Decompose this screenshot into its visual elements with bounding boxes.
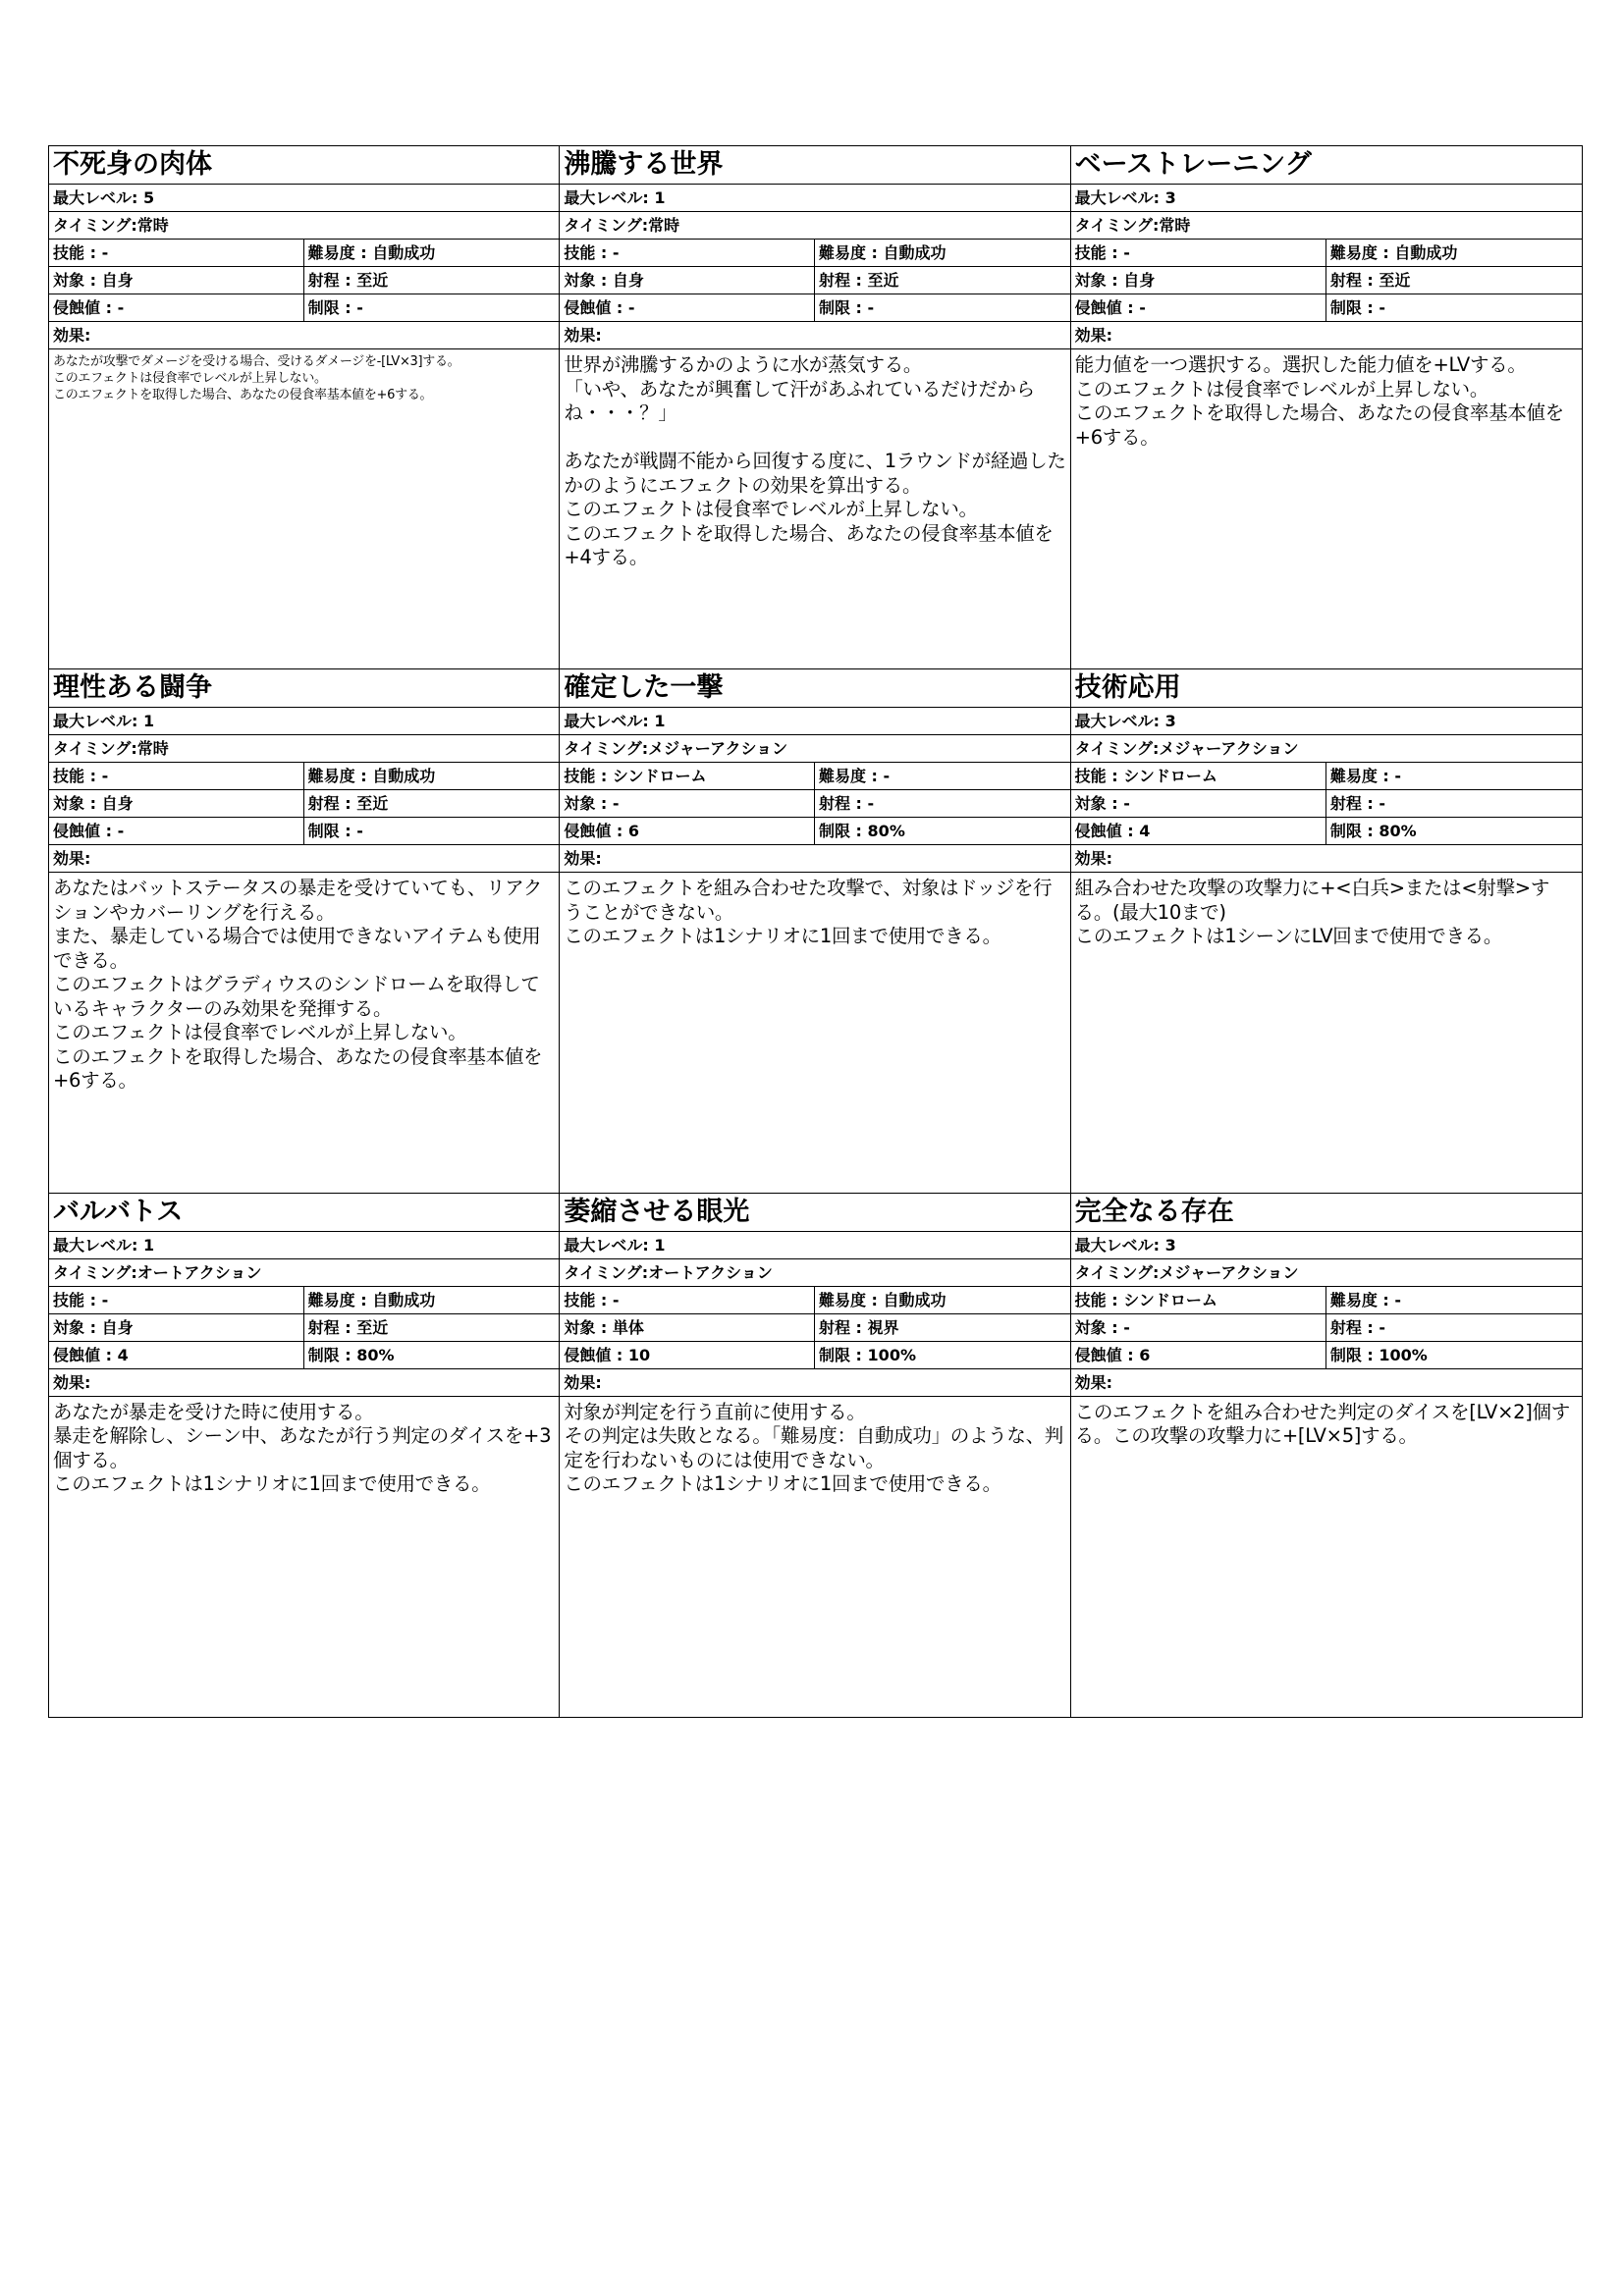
target-range-row — [1071, 267, 1582, 294]
effect-text: このエフェクトを組み合わせた攻撃で、対象はドッジを行うことができない。 このエフェクトは1シナリオに1回まで使用できる。 — [564, 877, 1053, 948]
skill-difficulty-row — [560, 240, 1069, 267]
effect-label: 効果: — [1074, 849, 1113, 869]
timing-value: メジャーアクション — [1159, 1262, 1299, 1282]
range-label: 射程 : — [307, 271, 352, 290]
timing-value: オートアクション — [648, 1262, 773, 1282]
skill-value: シンドローム — [1123, 1290, 1217, 1309]
max-level-value: 1 — [654, 1235, 666, 1255]
difficulty-value: 自動成功 — [372, 1290, 436, 1309]
skill-value: - — [101, 767, 109, 786]
effect-label: 効果: — [1074, 326, 1113, 345]
skill-difficulty-row — [560, 763, 1069, 790]
effect-label: 効果: — [53, 1372, 91, 1392]
limit-value: 80% — [356, 1345, 395, 1364]
target-label: 対象 : — [564, 1317, 608, 1337]
effect-name: 完全なる存在 — [1071, 1194, 1582, 1232]
skill-difficulty-row — [49, 763, 559, 790]
erosion-label: 侵蝕値 : — [53, 1345, 112, 1364]
erosion-value: 10 — [627, 1345, 651, 1364]
target-value: 単体 — [612, 1317, 644, 1337]
erosion-limit-row — [1071, 1342, 1582, 1369]
effect-card — [1071, 146, 1582, 669]
target-range-row — [49, 1314, 559, 1342]
erosion-limit-row — [560, 294, 1069, 322]
effect-header-row — [1071, 1369, 1582, 1397]
limit-label: 制限 : — [307, 298, 352, 317]
timing-value: 常時 — [1159, 216, 1191, 235]
effect-label: 効果: — [53, 326, 91, 345]
max-level-value: 1 — [142, 712, 155, 731]
timing-row — [1071, 212, 1582, 240]
effect-card — [1071, 669, 1582, 1193]
effect-name: 不死身の肉体 — [49, 146, 559, 185]
skill-difficulty-row — [49, 1287, 559, 1314]
target-label: 対象 : — [1074, 1317, 1118, 1337]
range-value: - — [1379, 794, 1386, 814]
target-label: 対象 : — [1074, 271, 1118, 290]
effect-text: 能力値を一つ選択する。選択した能力値を+LVする。 このエフェクトは侵食率でレベルが上昇しない。 このエフェクトを取得した場合、あなたの侵食率基本値を+6する。 — [1074, 353, 1564, 449]
max-level-label: 最大レベル: — [53, 1235, 138, 1255]
effect-card — [49, 146, 560, 669]
skill-value: - — [101, 1290, 109, 1309]
range-value: 至近 — [356, 1317, 389, 1337]
limit-label: 制限 : — [818, 1345, 862, 1364]
limit-value: 100% — [1379, 1345, 1428, 1364]
limit-value: - — [356, 298, 363, 317]
max-level-row — [1071, 1232, 1582, 1259]
limit-value: 80% — [1379, 822, 1417, 841]
timing-row — [49, 735, 559, 763]
skill-label: 技能 : — [53, 1290, 96, 1309]
max-level-label: 最大レベル: — [564, 188, 649, 207]
skill-difficulty-row — [1071, 763, 1582, 790]
target-label: 対象 : — [564, 271, 608, 290]
erosion-limit-row — [560, 818, 1069, 845]
skill-label: 技能 : — [1074, 1290, 1118, 1309]
range-label: 射程 : — [307, 1317, 352, 1337]
difficulty-value: 自動成功 — [883, 243, 947, 262]
effect-card — [560, 669, 1070, 1193]
erosion-label: 侵蝕値 : — [564, 1345, 623, 1364]
effect-text: あなたはバットステータスの暴走を受けていても、リアクションやカバーリングを行える。 また、暴走している場合では使用できないアイテムも使用できる。 このエフェクトはグラディウスのシンドロームを取得しているキャラクターのみ効果を発揮する。 このエフェクトは侵食率でレベルが上昇しない。 このエフェクトを取得した場合、あなたの侵食率基本値を+6する。 — [53, 877, 543, 1093]
erosion-label: 侵蝕値 : — [1074, 822, 1134, 841]
erosion-limit-row — [560, 1342, 1069, 1369]
effect-text: 対象が判定を行う直前に使用する。 その判定は失敗となる。「難易度：自動成功」のような、判定を行わないものには使用できない。 このエフェクトは1シナリオに1回まで使用できる。 — [564, 1400, 1063, 1496]
range-label: 射程 : — [1329, 1317, 1374, 1337]
target-value: - — [1123, 794, 1130, 814]
skill-label: 技能 : — [1074, 243, 1118, 262]
max-level-row — [1071, 185, 1582, 212]
timing-value: メジャーアクション — [1159, 739, 1299, 759]
difficulty-value: 自動成功 — [372, 767, 436, 786]
skill-value: - — [612, 1290, 620, 1309]
timing-row — [1071, 1259, 1582, 1287]
skill-label: 技能 : — [564, 767, 608, 786]
timing-label: タイミング: — [564, 216, 649, 235]
target-value: 自身 — [101, 1317, 134, 1337]
erosion-limit-row — [49, 818, 559, 845]
effect-text: 組み合わせた攻撃の攻撃力に+<白兵>または<射撃>する。(最大10まで) このエフェクトは1シーンにLV回まで使用できる。 — [1074, 877, 1550, 948]
skill-value: - — [1123, 243, 1130, 262]
effect-label: 効果: — [564, 1372, 602, 1392]
max-level-value: 1 — [654, 712, 666, 731]
target-value: 自身 — [612, 271, 644, 290]
range-label: 射程 : — [1329, 271, 1374, 290]
effect-header-row — [560, 322, 1069, 349]
erosion-value: - — [627, 298, 635, 317]
max-level-row — [560, 185, 1069, 212]
effect-label: 効果: — [1074, 1372, 1113, 1392]
target-label: 対象 : — [1074, 794, 1118, 814]
target-label: 対象 : — [564, 794, 608, 814]
timing-row — [560, 735, 1069, 763]
target-value: 自身 — [101, 271, 134, 290]
max-level-row — [560, 708, 1069, 735]
timing-value: 常時 — [136, 216, 169, 235]
limit-value: - — [867, 298, 875, 317]
timing-label: タイミング: — [1074, 1262, 1160, 1282]
limit-label: 制限 : — [1329, 822, 1374, 841]
difficulty-value: 自動成功 — [372, 243, 436, 262]
max-level-label: 最大レベル: — [1074, 188, 1161, 207]
max-level-value: 3 — [1164, 712, 1176, 731]
limit-value: - — [356, 822, 363, 841]
erosion-limit-row — [1071, 294, 1582, 322]
difficulty-label: 難易度 : — [818, 1290, 878, 1309]
limit-value: - — [1379, 298, 1386, 317]
limit-value: 80% — [867, 822, 905, 841]
difficulty-value: 自動成功 — [1394, 243, 1458, 262]
target-range-row — [560, 790, 1069, 818]
effect-header-row — [49, 845, 559, 873]
effect-header-row — [49, 322, 559, 349]
skill-label: 技能 : — [564, 243, 608, 262]
timing-label: タイミング: — [564, 1262, 649, 1282]
erosion-value: 6 — [1139, 1345, 1151, 1364]
max-level-value: 1 — [654, 188, 666, 207]
skill-difficulty-row — [560, 1287, 1069, 1314]
max-level-label: 最大レベル: — [53, 188, 138, 207]
erosion-value: 4 — [1139, 822, 1151, 841]
effect-card — [1071, 1194, 1582, 1717]
limit-label: 制限 : — [818, 298, 862, 317]
erosion-value: - — [1139, 298, 1146, 317]
timing-value: 常時 — [136, 739, 169, 759]
effect-header-row — [560, 1369, 1069, 1397]
limit-label: 制限 : — [1329, 1345, 1374, 1364]
effect-header-row — [560, 845, 1069, 873]
max-level-value: 1 — [142, 1235, 155, 1255]
target-label: 対象 : — [53, 1317, 96, 1337]
target-range-row — [49, 790, 559, 818]
target-range-row — [1071, 1314, 1582, 1342]
range-value: 至近 — [356, 794, 389, 814]
skill-value: - — [612, 243, 620, 262]
erosion-limit-row — [1071, 818, 1582, 845]
timing-row — [1071, 735, 1582, 763]
skill-label: 技能 : — [53, 767, 96, 786]
skill-label: 技能 : — [53, 243, 96, 262]
erosion-label: 侵蝕値 : — [53, 298, 112, 317]
skill-label: 技能 : — [1074, 767, 1118, 786]
limit-label: 制限 : — [1329, 298, 1374, 317]
timing-value: メジャーアクション — [648, 739, 788, 759]
effect-card — [560, 146, 1070, 669]
difficulty-value: - — [883, 767, 891, 786]
skill-value: シンドローム — [1123, 767, 1217, 786]
erosion-value: - — [117, 298, 125, 317]
timing-label: タイミング: — [1074, 216, 1160, 235]
skill-difficulty-row — [1071, 240, 1582, 267]
effect-text: あなたが暴走を受けた時に使用する。 暴走を解除し、シーン中、あなたが行う判定のダイスを+3個する。 このエフェクトは1シナリオに1回まで使用できる。 — [53, 1400, 552, 1496]
range-label: 射程 : — [818, 1317, 862, 1337]
erosion-limit-row — [49, 1342, 559, 1369]
effect-name: 確定した一撃 — [560, 669, 1069, 708]
effect-card — [560, 1194, 1070, 1717]
effect-header-row — [1071, 845, 1582, 873]
limit-label: 制限 : — [818, 822, 862, 841]
range-label: 射程 : — [818, 794, 862, 814]
effect-card — [49, 1194, 560, 1717]
difficulty-label: 難易度 : — [307, 243, 367, 262]
effect-name: 萎縮させる眼光 — [560, 1194, 1069, 1232]
erosion-label: 侵蝕値 : — [564, 822, 623, 841]
effect-label: 効果: — [564, 326, 602, 345]
timing-label: タイミング: — [53, 739, 137, 759]
timing-value: オートアクション — [136, 1262, 262, 1282]
erosion-value: - — [117, 822, 125, 841]
max-level-row — [49, 1232, 559, 1259]
range-value: - — [1379, 1317, 1386, 1337]
max-level-row — [49, 708, 559, 735]
timing-row — [560, 212, 1069, 240]
timing-label: タイミング: — [1074, 739, 1160, 759]
target-range-row — [560, 1314, 1069, 1342]
target-value: - — [1123, 1317, 1130, 1337]
max-level-label: 最大レベル: — [564, 712, 649, 731]
erosion-limit-row — [49, 294, 559, 322]
skill-value: シンドローム — [612, 767, 707, 786]
difficulty-label: 難易度 : — [818, 767, 878, 786]
effect-name: 技術応用 — [1071, 669, 1582, 708]
max-level-row — [1071, 708, 1582, 735]
effect-text: あなたが攻撃でダメージを受ける場合、受けるダメージを-[LV×3]する。 このエフェクトは侵食率でレベルが上昇しない。 このエフェクトを取得した場合、あなたの侵食率基本値を+6する。 — [53, 354, 460, 402]
limit-label: 制限 : — [307, 822, 352, 841]
timing-label: タイミング: — [564, 739, 649, 759]
difficulty-value: 自動成功 — [883, 1290, 947, 1309]
effect-name: バルバトス — [49, 1194, 559, 1232]
erosion-value: 4 — [117, 1345, 129, 1364]
timing-label: タイミング: — [53, 216, 137, 235]
max-level-label: 最大レベル: — [1074, 1235, 1161, 1255]
target-value: 自身 — [1123, 271, 1156, 290]
difficulty-label: 難易度 : — [1329, 767, 1389, 786]
effect-name: ベーストレーニング — [1071, 146, 1582, 185]
effect-card-sheet — [48, 145, 1583, 1718]
max-level-value: 3 — [1164, 188, 1176, 207]
erosion-label: 侵蝕値 : — [53, 822, 112, 841]
target-range-row — [560, 267, 1069, 294]
target-value: 自身 — [101, 794, 134, 814]
erosion-label: 侵蝕値 : — [564, 298, 623, 317]
difficulty-label: 難易度 : — [307, 767, 367, 786]
range-label: 射程 : — [307, 794, 352, 814]
target-label: 対象 : — [53, 794, 96, 814]
range-value: 至近 — [867, 271, 899, 290]
difficulty-value: - — [1394, 1290, 1402, 1309]
erosion-label: 侵蝕値 : — [1074, 298, 1134, 317]
target-range-row — [1071, 790, 1582, 818]
difficulty-value: - — [1394, 767, 1402, 786]
skill-label: 技能 : — [564, 1290, 608, 1309]
range-value: 視界 — [867, 1317, 899, 1337]
range-label: 射程 : — [818, 271, 862, 290]
difficulty-label: 難易度 : — [307, 1290, 367, 1309]
limit-value: 100% — [867, 1345, 916, 1364]
timing-value: 常時 — [648, 216, 680, 235]
range-value: 至近 — [356, 271, 389, 290]
effect-label: 効果: — [53, 849, 91, 869]
timing-row — [49, 212, 559, 240]
erosion-label: 侵蝕値 : — [1074, 1345, 1134, 1364]
target-label: 対象 : — [53, 271, 96, 290]
effect-text: 世界が沸騰するかのように水が蒸気する。 「いや、あなたが興奮して汗があふれているだけだからね・・・？」 あなたが戦闘不能から回復する度に、1ラウンドが経過したかのようにエフェクトの効果を算出する。 このエフェクトは侵食率でレベルが上昇しない。 このエフェクトを取得した場合、あなたの侵食率基本値を+4する。 — [564, 353, 1066, 568]
limit-label: 制限 : — [307, 1345, 352, 1364]
timing-label: タイミング: — [53, 1262, 137, 1282]
max-level-label: 最大レベル: — [1074, 712, 1161, 731]
difficulty-label: 難易度 : — [1329, 243, 1389, 262]
skill-difficulty-row — [49, 240, 559, 267]
max-level-row — [560, 1232, 1069, 1259]
difficulty-label: 難易度 : — [1329, 1290, 1389, 1309]
range-label: 射程 : — [1329, 794, 1374, 814]
target-value: - — [612, 794, 620, 814]
max-level-label: 最大レベル: — [53, 712, 138, 731]
erosion-value: 6 — [627, 822, 640, 841]
skill-value: - — [101, 243, 109, 262]
effect-label: 効果: — [564, 849, 602, 869]
effect-header-row — [1071, 322, 1582, 349]
skill-difficulty-row — [1071, 1287, 1582, 1314]
timing-row — [560, 1259, 1069, 1287]
effect-name: 沸騰する世界 — [560, 146, 1069, 185]
range-value: - — [867, 794, 875, 814]
max-level-value: 3 — [1164, 1235, 1176, 1255]
effect-text: このエフェクトを組み合わせた判定のダイスを[LV×2]個する。この攻撃の攻撃力に+[LV×5]する。 — [1074, 1400, 1570, 1448]
range-value: 至近 — [1379, 271, 1411, 290]
max-level-value: 5 — [142, 188, 155, 207]
effect-name: 理性ある闘争 — [49, 669, 559, 708]
target-range-row — [49, 267, 559, 294]
timing-row — [49, 1259, 559, 1287]
effect-header-row — [49, 1369, 559, 1397]
effect-card — [49, 669, 560, 1193]
max-level-row — [49, 185, 559, 212]
difficulty-label: 難易度 : — [818, 243, 878, 262]
max-level-label: 最大レベル: — [564, 1235, 649, 1255]
